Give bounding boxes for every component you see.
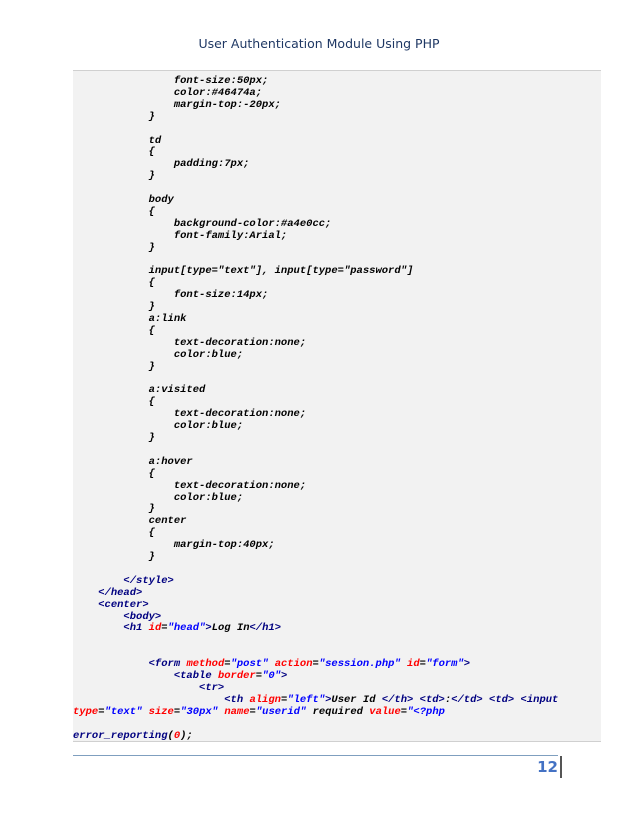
code-line	[73, 396, 601, 408]
code-token	[73, 575, 123, 587]
code-token: </th>	[381, 693, 414, 706]
code-token: action	[274, 658, 313, 671]
code-token: <input	[520, 693, 559, 706]
code-line	[73, 75, 601, 87]
code-token: {	[73, 396, 155, 409]
code-token: value	[369, 705, 401, 718]
code-line	[73, 587, 601, 599]
code-line	[73, 611, 601, 623]
code-token: a:link	[73, 313, 187, 325]
code-token: "session.php"	[318, 658, 401, 671]
code-token: border	[217, 670, 256, 682]
code-token: =	[312, 658, 319, 671]
code-line	[73, 337, 601, 349]
code-line	[73, 539, 601, 551]
code-line	[73, 313, 601, 325]
code-token: <table	[173, 670, 218, 682]
code-token: <td>	[489, 693, 515, 706]
code-token: <body>	[123, 610, 162, 623]
code-line	[73, 194, 601, 206]
code-token: Log In	[211, 622, 250, 635]
code-token: </head>	[98, 586, 143, 599]
code-token	[73, 694, 224, 706]
code-line	[73, 670, 601, 682]
code-line	[73, 349, 601, 361]
code-token	[73, 622, 123, 634]
code-token: size	[148, 705, 174, 718]
code-token	[73, 682, 199, 694]
code-line	[73, 480, 601, 492]
code-token: :	[444, 693, 452, 706]
code-token: }	[73, 360, 155, 373]
code-token: =	[255, 670, 263, 682]
code-token: }	[73, 432, 155, 444]
code-line	[73, 599, 601, 611]
code-token: }	[73, 301, 155, 314]
code-token: font-size:50px;	[73, 75, 269, 87]
code-token	[73, 599, 98, 611]
code-line	[73, 444, 601, 456]
code-line	[73, 515, 601, 527]
code-token: {	[73, 146, 155, 159]
code-token: method	[186, 658, 225, 671]
code-line	[73, 694, 601, 706]
code-token: color:blue;	[73, 348, 244, 361]
code-token: =	[161, 622, 168, 635]
code-token: >	[325, 693, 332, 706]
code-line	[73, 634, 601, 646]
code-token: =	[280, 693, 288, 706]
code-token: margin-top:-20px;	[73, 98, 281, 111]
code-token: >	[280, 670, 288, 682]
code-line	[73, 420, 601, 432]
code-line	[73, 230, 601, 242]
code-token: <tr>	[199, 681, 225, 694]
code-token: id	[407, 658, 420, 671]
code-line	[73, 146, 601, 158]
code-token: =	[224, 658, 231, 671]
code-token: );	[180, 729, 193, 742]
code-token: "left"	[287, 693, 326, 706]
code-token: <center>	[98, 598, 149, 611]
code-token: >	[463, 658, 471, 671]
code-token: error_reporting	[73, 729, 168, 742]
code-line	[73, 408, 601, 420]
code-token: id	[148, 622, 162, 635]
code-line	[73, 135, 601, 147]
code-token: type	[73, 705, 99, 718]
code-token: <th	[224, 693, 250, 706]
code-token: a:visited	[73, 384, 206, 397]
page-header: User Authentication Module Using PHP	[198, 36, 440, 51]
code-token: =	[98, 705, 105, 718]
code-token: center	[73, 515, 187, 528]
code-token: color:blue;	[73, 491, 244, 504]
code-line	[73, 158, 601, 170]
code-token: </h1>	[249, 622, 282, 635]
page-number: 12	[537, 758, 558, 776]
code-token: <td>	[419, 693, 445, 706]
code-token: "text"	[104, 705, 143, 718]
code-line	[73, 87, 601, 99]
code-token: "userid"	[255, 705, 307, 718]
code-line	[73, 575, 601, 587]
code-token	[73, 670, 174, 682]
code-token	[73, 658, 149, 670]
code-line	[73, 99, 601, 111]
code-line	[73, 730, 601, 742]
code-line	[73, 432, 601, 444]
code-token: "head"	[167, 622, 206, 635]
code-line	[73, 468, 601, 480]
code-token: color:blue;	[73, 420, 244, 433]
code-token: }	[73, 170, 155, 183]
code-line	[73, 718, 601, 730]
code-token: =	[400, 705, 408, 718]
code-token: a:hover	[73, 455, 193, 468]
code-line	[73, 706, 601, 718]
code-token: input[type="text"], input[type="password"]	[73, 265, 414, 278]
code-line	[73, 111, 601, 123]
code-token: >	[205, 622, 212, 635]
code-token: =	[419, 658, 426, 671]
code-line	[73, 182, 601, 194]
code-line	[73, 265, 601, 277]
code-token: "0"	[262, 670, 281, 682]
code-token: body	[73, 194, 174, 206]
footer-divider	[73, 755, 558, 756]
code-token: </td>	[451, 693, 483, 706]
code-line	[73, 373, 601, 385]
code-token: background-color:#a4e0cc;	[73, 217, 332, 230]
code-token: "post"	[230, 658, 269, 671]
code-line	[73, 527, 601, 539]
code-token: }	[73, 551, 155, 563]
code-line	[73, 658, 601, 670]
code-line	[73, 254, 601, 266]
code-token	[73, 587, 98, 599]
code-token: {	[73, 324, 155, 337]
code-line	[73, 682, 601, 694]
code-token: required	[306, 705, 370, 718]
footer-vertical-bar	[560, 756, 562, 778]
code-token: td	[73, 134, 162, 147]
code-token: (	[167, 729, 174, 742]
code-token: margin-top:40px;	[73, 539, 275, 552]
code-line	[73, 325, 601, 337]
code-line	[73, 277, 601, 289]
code-line	[73, 492, 601, 504]
code-token: =	[249, 705, 256, 718]
code-token: "30px"	[180, 705, 218, 718]
code-token: 0	[173, 729, 181, 742]
code-token: name	[224, 705, 250, 718]
code-token	[73, 611, 123, 623]
code-line	[73, 361, 601, 373]
code-token: text-decoration:none;	[73, 479, 307, 492]
code-token: User Id	[331, 693, 382, 706]
code-token: padding:7px;	[73, 158, 250, 171]
code-line	[73, 384, 601, 396]
code-token: <form	[148, 658, 187, 671]
code-token: }	[73, 241, 155, 254]
code-line	[73, 206, 601, 218]
code-token: align	[249, 693, 281, 706]
code-token: =	[173, 705, 181, 718]
code-line	[73, 646, 601, 658]
code-token: </style>	[123, 574, 174, 587]
code-line	[73, 551, 601, 563]
code-line	[73, 503, 601, 515]
code-token: }	[73, 503, 155, 516]
code-token: "<?php	[407, 705, 445, 718]
code-line	[73, 301, 601, 313]
code-token: font-family:Arial;	[73, 229, 288, 242]
code-token: font-size:14px;	[73, 289, 269, 302]
code-token: text-decoration:none;	[73, 336, 307, 349]
code-line	[73, 218, 601, 230]
code-token: }	[73, 110, 155, 123]
code-token: text-decoration:none;	[73, 408, 307, 421]
code-line	[73, 170, 601, 182]
code-token: {	[73, 527, 155, 540]
code-token: "form"	[425, 658, 464, 671]
code-line	[73, 242, 601, 254]
code-line	[73, 456, 601, 468]
code-line	[73, 289, 601, 301]
code-block	[73, 70, 601, 742]
code-token: {	[73, 205, 155, 218]
code-token: <h1	[123, 622, 149, 635]
code-token: color:#46474a;	[73, 86, 263, 99]
code-line	[73, 123, 601, 135]
code-token: {	[73, 277, 155, 290]
code-token: {	[73, 467, 155, 480]
code-line	[73, 622, 601, 634]
code-line	[73, 563, 601, 575]
